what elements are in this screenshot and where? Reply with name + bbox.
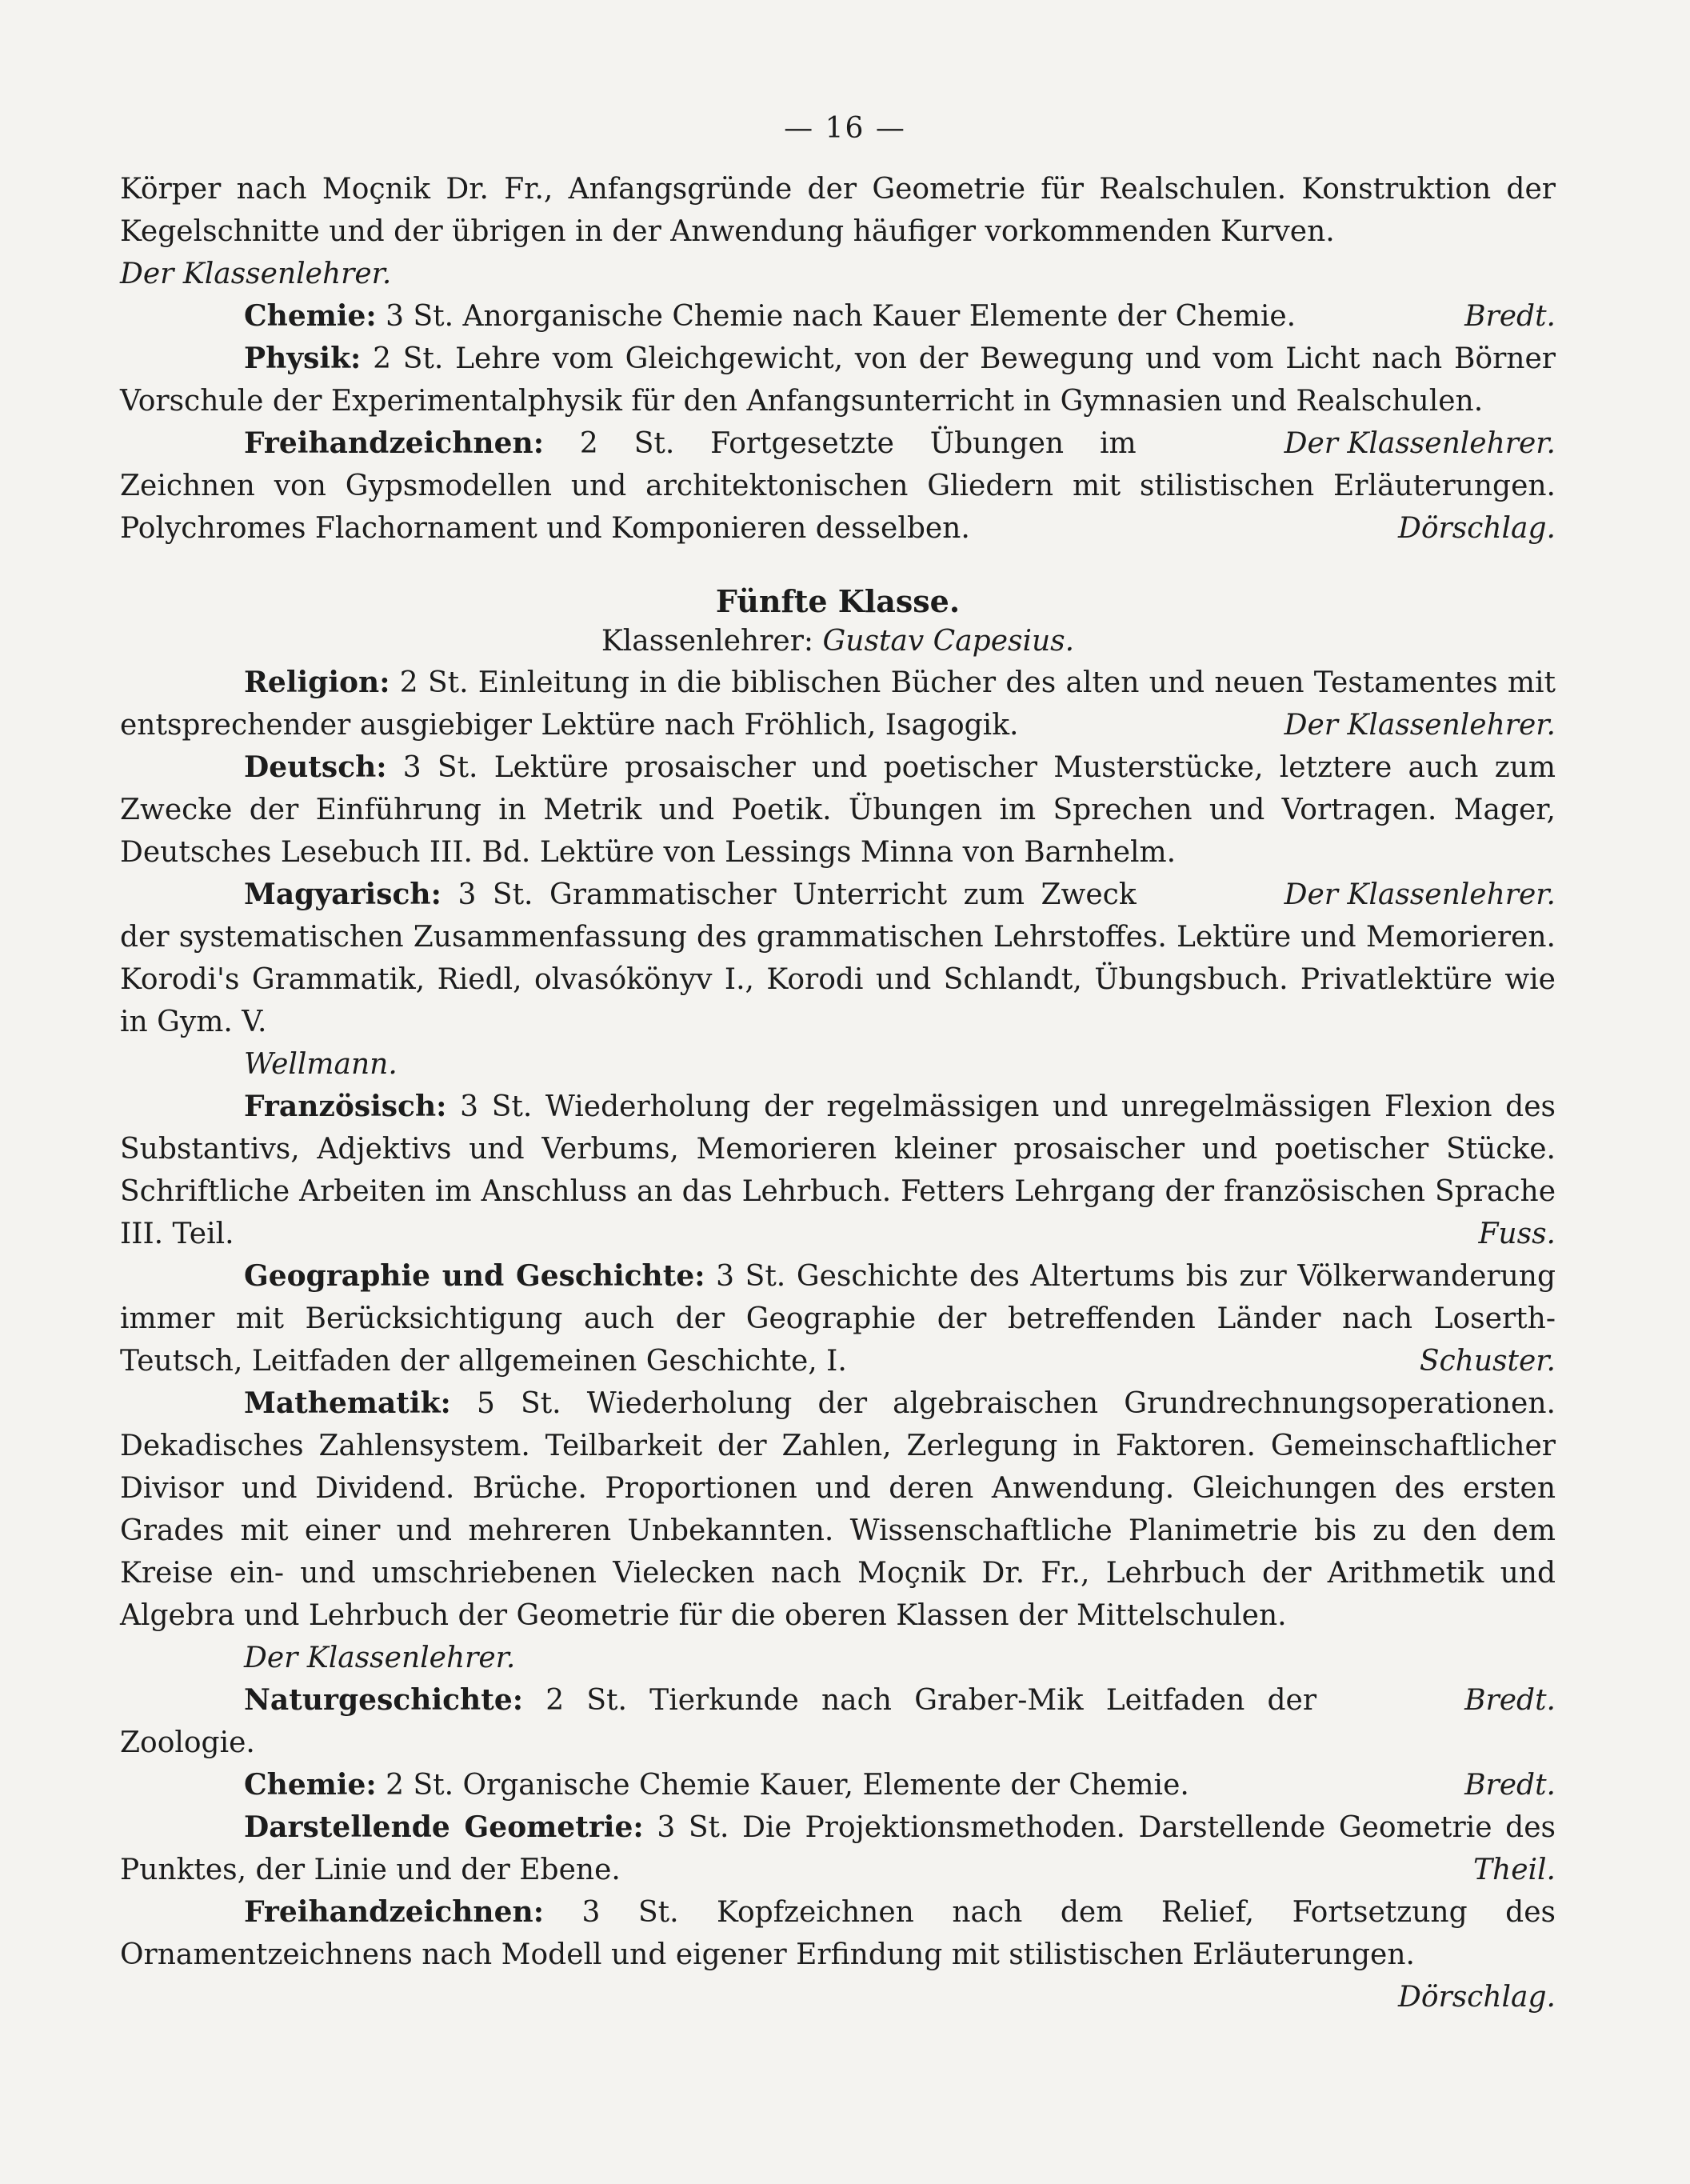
entry-subject: Mathematik:	[244, 1386, 451, 1420]
entry-subject: Geographie und Geschichte:	[244, 1259, 705, 1293]
intro-paragraph	[120, 168, 1556, 295]
entry-darstellende-geometrie	[120, 1806, 1556, 1891]
entry-text: 3 St. Anorganische Chemie nach Kauer Elemente der Chemie.	[386, 300, 1296, 333]
entry-text: 2 St. Einleitung in die biblischen Bücher des alten und neuen Testamentes mit entsprechender ausgiebiger Lektüre nach Fröhlich, Isagogik.	[120, 666, 1556, 742]
entry-text: 3 St. Grammatischer Unterricht zum Zweck der systematischen Zusammenfassung des grammatischen Lehrstoffes. Lektüre und Memorieren. Korodi's Grammatik, Riedl, olvasókönyv I., Korodi und Schlandt, Übungsbuch. Privatlektüre wie in Gym. V.	[120, 878, 1556, 1038]
entry-teacher: Der Klassenlehrer.	[244, 1642, 516, 1674]
entry-text: 2 St. Organische Chemie Kauer, Elemente der Chemie.	[386, 1769, 1189, 1802]
entry-chemie-2	[120, 1764, 1556, 1806]
entry-chemie-1	[120, 295, 1556, 338]
entry-teacher: Der Klassenlehrer.	[1284, 427, 1556, 460]
entry-text: 3 St. Geschichte des Altertums bis zur Völkerwanderung immer mit Berücksichtigung auch der Geographie der betreffenden Länder nach Loserth-Teutsch, Leitfaden der allgemeinen Geschichte, I.	[120, 1260, 1556, 1378]
entry-text: 3 St. Kopfzeichnen nach dem Relief, Fortsetzung des Ornamentzeichnens nach Modell und eigener Erfindung mit stilistischen Erläuterungen.	[120, 1896, 1556, 1971]
entry-teacher: Bredt.	[1464, 300, 1556, 333]
entry-teacher: Der Klassenlehrer.	[1284, 878, 1556, 911]
intro-text: Körper nach Moçnik Dr. Fr., Anfangsgründe der Geometrie für Realschulen. Konstruktion der Kegelschnitte und der übrigen in der Anwendung häufiger vorkommenden Kurven.	[120, 173, 1556, 248]
page-content	[120, 168, 1556, 2018]
entry-subject: Chemie:	[244, 299, 377, 333]
entry-text: 3 St. Die Projektionsmethoden. Darstellende Geometrie des Punktes, der Linie und der Ebene.	[120, 1811, 1556, 1886]
section-teacher-name: Gustav Capesius.	[822, 625, 1075, 658]
entry-geographie-geschichte	[120, 1255, 1556, 1382]
entry-teacher: Der Klassenlehrer.	[1284, 709, 1556, 742]
entry-teacher: Schuster.	[1419, 1345, 1556, 1378]
section-title: Fünfte Klasse.	[715, 583, 961, 619]
entry-text: 2 St. Tierkunde nach Graber-Mik Leitfaden der Zoologie.	[120, 1684, 1317, 1759]
entry-subject: Freihandzeichnen:	[244, 426, 544, 460]
entry-subject: Magyarisch:	[244, 878, 441, 911]
entry-teacher: Dörschlag.	[1397, 512, 1556, 545]
section-teacher-label: Klassenlehrer:	[601, 625, 814, 658]
entry-teacher: Wellmann.	[244, 1048, 398, 1081]
section-teacher-line	[120, 622, 1556, 662]
entry-subject: Darstellende Geometrie:	[244, 1810, 644, 1844]
entry-teacher: Dörschlag.	[1397, 1981, 1556, 2014]
entry-naturgeschichte	[120, 1679, 1556, 1764]
entry-subject: Religion:	[244, 666, 390, 699]
entry-text: 3 St. Wiederholung der regelmässigen und unregelmässigen Flexion des Substantivs, Adjektivs und Verbums, Memorieren kleiner prosaischer und poetischer Stücke. Schriftliche Arbeiten im Anschluss an das Lehrbuch. Fetters Lehrgang der französischen Sprache III. Teil.	[120, 1090, 1556, 1250]
intro-teacher: Der Klassenlehrer.	[120, 258, 392, 290]
entry-subject: Physik:	[244, 342, 362, 375]
entry-subject: Naturgeschichte:	[244, 1683, 524, 1717]
entry-teacher: Theil.	[1473, 1854, 1556, 1886]
entry-religion	[120, 662, 1556, 746]
entry-teacher: Bredt.	[1464, 1769, 1556, 1802]
entry-text: 5 St. Wiederholung der algebraischen Grundrechnungsoperationen. Dekadisches Zahlensystem. Teilbarkeit der Zahlen, Zerlegung in Faktoren. Gemeinschaftlicher Divisor und Dividend. Brüche. Proportionen und deren Anwendung. Gleichungen des ersten Grades mit einer und mehreren Unbekannten. Wissenschaftliche Planimetrie bis zu den dem Kreise ein- und umschriebenen Vielecken nach Moçnik Dr. Fr., Lehrbuch der Arithmetik und Algebra und Lehrbuch der Geometrie für die oberen Klassen der Mittelschulen.	[120, 1387, 1556, 1632]
entry-subject: Chemie:	[244, 1768, 377, 1802]
entry-freihandzeichnen-2	[120, 1891, 1556, 2014]
entry-teacher: Bredt.	[1464, 1684, 1556, 1717]
page-number: — 16 —	[784, 112, 906, 145]
entry-subject: Deutsch:	[244, 750, 387, 784]
entry-mathematik	[120, 1382, 1556, 1679]
entry-franzoesisch	[120, 1086, 1556, 1255]
entry-teacher: Fuss.	[1478, 1218, 1556, 1250]
entry-subject: Freihandzeichnen:	[244, 1895, 544, 1929]
entry-subject: Französisch:	[244, 1090, 447, 1123]
entry-text: 2 St. Fortgesetzte Übungen im Zeichnen von Gypsmodellen und architektonischen Gliedern mit stilistischen Erläuterungen. Polychromes Flachornament und Komponieren desselben.	[120, 427, 1556, 545]
entry-text: 2 St. Lehre vom Gleichgewicht, von der Bewegung und vom Licht nach Börner Vorschule der Experimentalphysik für den Anfangsunterricht in Gymnasien und Realschulen.	[120, 342, 1556, 418]
entry-text: 3 St. Lektüre prosaischer und poetischer Musterstücke, letztere auch zum Zwecke der Einführung in Metrik und Poetik. Übungen im Sprechen und Vortragen. Mager, Deutsches Lesebuch III. Bd. Lektüre von Lessings Minna von Barnhelm.	[120, 751, 1556, 869]
